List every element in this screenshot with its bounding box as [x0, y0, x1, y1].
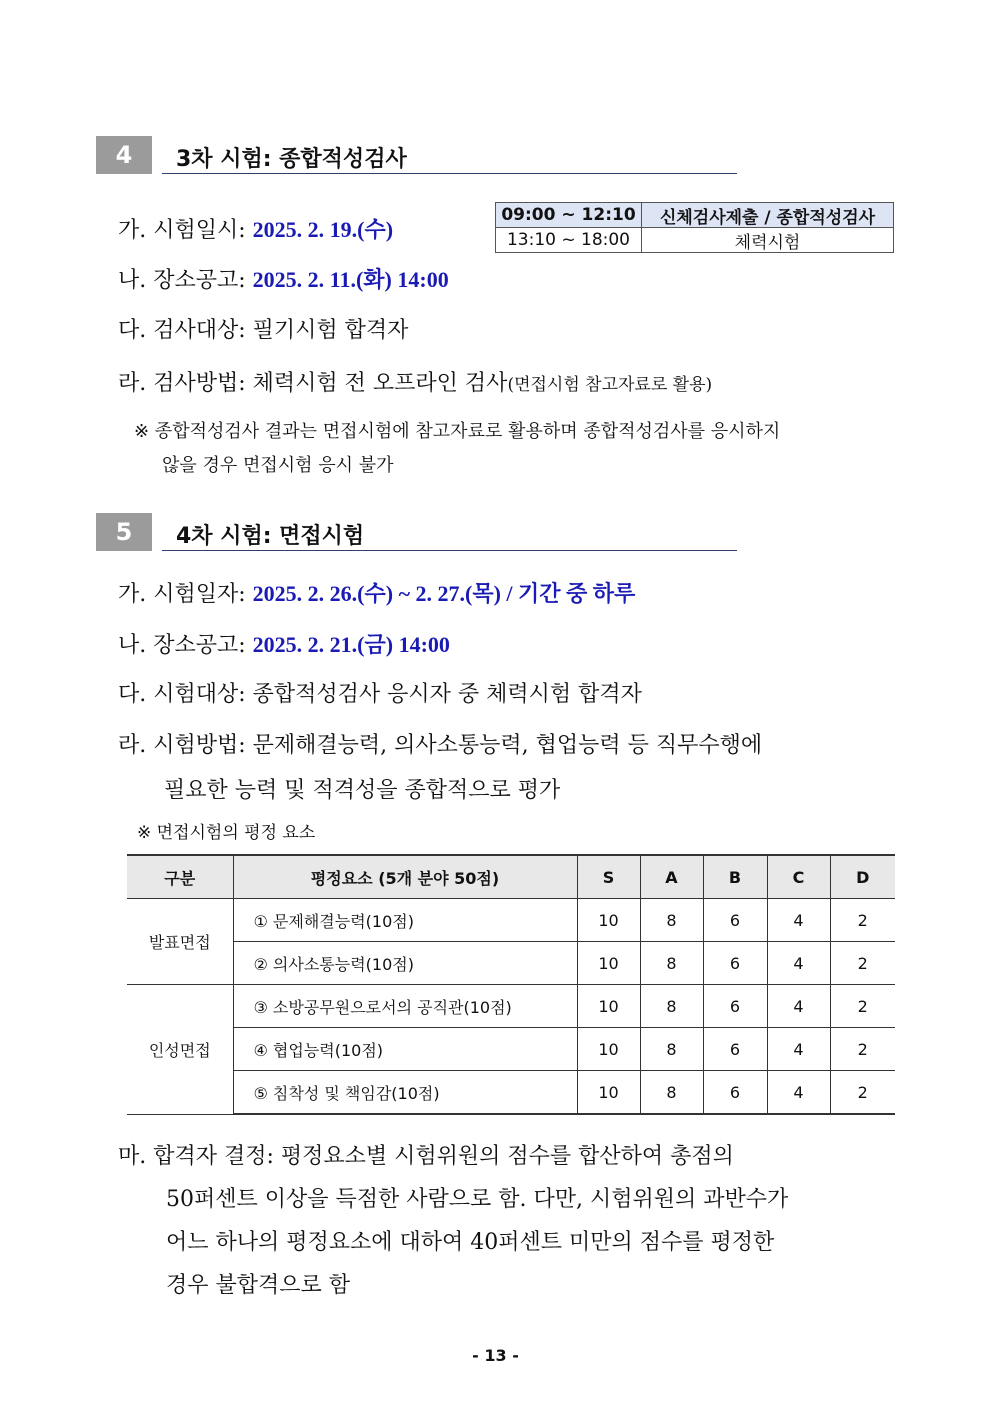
item-exam-date-4: [118, 215, 393, 246]
table-row: [127, 1028, 895, 1071]
decision-line: 마. 합격자 결정: 평정요소별 시험위원의 점수를 합산하여 총점의: [118, 1144, 734, 1169]
score-cell: 6: [703, 985, 767, 1028]
group-cell: 인성면접: [127, 985, 233, 1115]
score-cell: 8: [640, 1071, 703, 1115]
item-value: 필기시험 합격자: [252, 318, 409, 343]
score-cell: 10: [577, 942, 640, 985]
item-cell: ① 문제해결능력(10점): [233, 899, 577, 942]
page-number: - 13 -: [472, 1346, 519, 1365]
table-row: [127, 1071, 895, 1115]
section-number-5: 5: [96, 513, 152, 551]
item-value: 종합적성검사 응시자 중 체력시험 합격자: [252, 682, 642, 707]
table-note: ※ 면접시험의 평정 요소: [137, 823, 316, 843]
score-cell: 2: [830, 1071, 895, 1115]
score-cell: 4: [767, 985, 830, 1028]
header-cell: C: [767, 855, 830, 899]
item-value: 체력시험 전 오프라인 검사: [252, 371, 508, 396]
header-cell: 평정요소 (5개 분야 50점): [233, 855, 577, 899]
item-exam-date-5: [118, 579, 635, 610]
item-announce-5: [118, 630, 450, 661]
item-cell: ⑤ 침착성 및 책임감(10점): [233, 1071, 577, 1115]
schedule-time: 09:00 ~ 12:10: [496, 203, 642, 227]
section-underline-5: [162, 550, 737, 551]
item-label: 나. 장소공고:: [118, 633, 246, 658]
item-value: 문제해결능력, 의사소통능력, 협업능력 등 직무수행에: [252, 733, 763, 758]
schedule-time: 13:10 ~ 18:00: [496, 228, 642, 252]
item-announce-4: [118, 265, 449, 296]
item-method-5: [118, 731, 762, 761]
score-cell: 4: [767, 1028, 830, 1071]
item-value: 2025. 2. 26.(수) ~ 2. 27.(목) / 기간 중 하루: [252, 581, 636, 606]
item-label: 가. 시험일자:: [118, 582, 246, 607]
score-cell: 10: [577, 899, 640, 942]
schedule-table: [495, 202, 894, 253]
schedule-row: [496, 203, 893, 227]
item-cell: ④ 협업능력(10점): [233, 1028, 577, 1071]
score-cell: 4: [767, 1071, 830, 1115]
item-target-5: [118, 680, 642, 710]
decision-line: 경우 불합격으로 함: [166, 1273, 351, 1298]
score-cell: 10: [577, 985, 640, 1028]
score-cell: 8: [640, 899, 703, 942]
section-underline-4: [162, 173, 737, 174]
section-title-5: 4차 시험: 면접시험: [176, 524, 365, 549]
header-cell: A: [640, 855, 703, 899]
decision-line: 어느 하나의 평정요소에 대하여 40퍼센트 미만의 점수를 평정한: [166, 1230, 775, 1255]
item-label: 다. 시험대상:: [118, 682, 246, 707]
item-method-5-continued: 필요한 능력 및 적격성을 종합적으로 평가: [164, 778, 561, 803]
evaluation-table: [127, 854, 895, 1115]
score-cell: 6: [703, 1028, 767, 1071]
score-cell: 2: [830, 899, 895, 942]
score-cell: 4: [767, 899, 830, 942]
score-cell: 6: [703, 1071, 767, 1115]
header-cell: S: [577, 855, 640, 899]
item-value: 2025. 2. 11.(화) 14:00: [252, 267, 449, 292]
table-row: [127, 899, 895, 942]
score-cell: 10: [577, 1028, 640, 1071]
header-cell: 구분: [127, 855, 233, 899]
item-label: 다. 검사대상:: [118, 318, 246, 343]
schedule-desc: 체력시험: [734, 232, 801, 253]
item-label: 라. 검사방법:: [118, 371, 246, 396]
item-label: 나. 장소공고:: [118, 268, 246, 293]
decision-line: 50퍼센트 이상을 득점한 사람으로 함. 다만, 시험위원의 과반수가: [166, 1187, 789, 1212]
item-target-4: [118, 316, 408, 346]
schedule-row: [496, 227, 893, 252]
score-cell: 4: [767, 942, 830, 985]
item-label: 라. 시험방법:: [118, 733, 246, 758]
score-cell: 2: [830, 942, 895, 985]
item-value: 2025. 2. 19.(수): [252, 217, 394, 242]
score-cell: 2: [830, 985, 895, 1028]
score-cell: 8: [640, 1028, 703, 1071]
score-cell: 8: [640, 942, 703, 985]
header-cell: B: [703, 855, 767, 899]
section-title-4: 3차 시험: 종합적성검사: [176, 147, 407, 172]
item-label: 가. 시험일시:: [118, 218, 246, 243]
group-cell: 발표면접: [127, 899, 233, 985]
score-cell: 2: [830, 1028, 895, 1071]
table-row: [127, 985, 895, 1028]
header-cell: D: [830, 855, 895, 899]
score-cell: 6: [703, 899, 767, 942]
table-header-row: [127, 855, 895, 899]
score-cell: 8: [640, 985, 703, 1028]
score-cell: 10: [577, 1071, 640, 1115]
schedule-desc: 신체검사제출 / 종합적성검사: [642, 203, 893, 227]
item-value-note: (면접시험 참고자료로 활용): [507, 375, 713, 395]
table-row: [127, 942, 895, 985]
score-cell: 6: [703, 942, 767, 985]
item-method-4: [118, 369, 712, 400]
item-cell: ② 의사소통능력(10점): [233, 942, 577, 985]
note-line: ※ 종합적성검사 결과는 면접시험에 참고자료로 활용하며 종합적성검사를 응시하지: [134, 421, 781, 442]
note-line: 않을 경우 면접시험 응시 불가: [162, 455, 394, 476]
section-number-4: 4: [96, 136, 152, 174]
item-cell: ③ 소방공무원으로서의 공직관(10점): [233, 985, 577, 1028]
item-value: 2025. 2. 21.(금) 14:00: [252, 632, 450, 657]
